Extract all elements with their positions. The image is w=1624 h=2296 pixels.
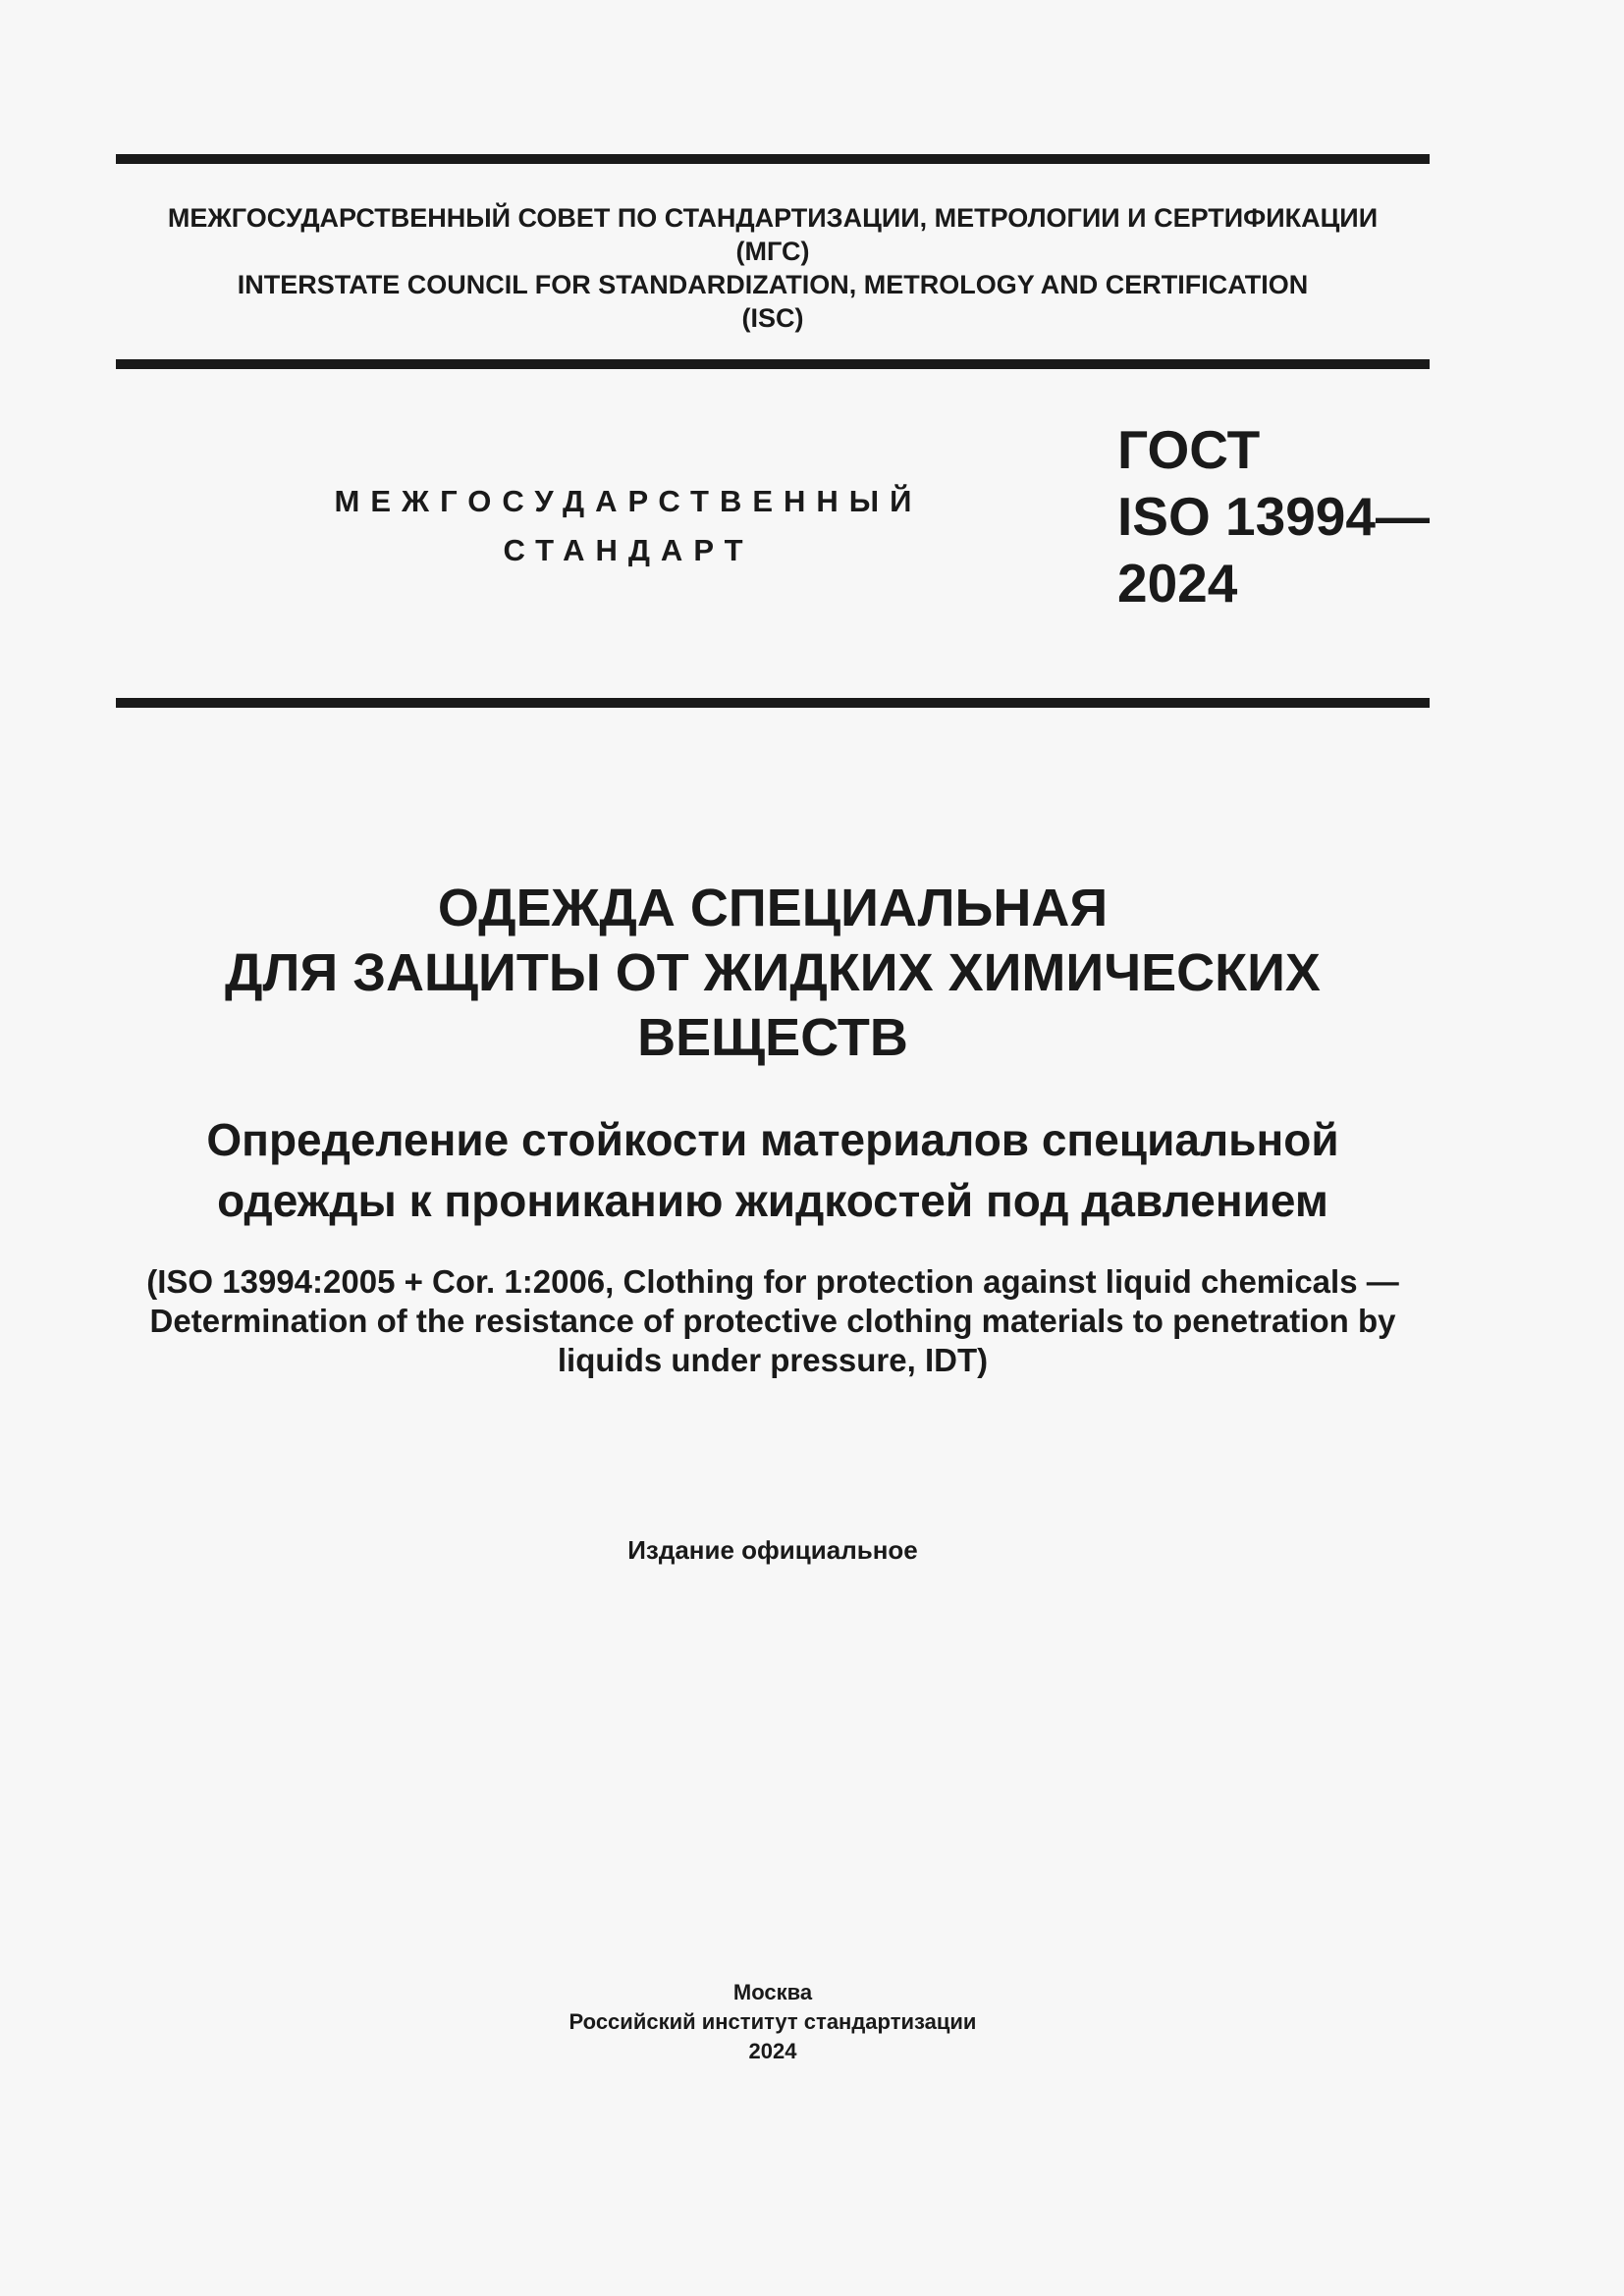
- document-title: [116, 876, 1430, 1070]
- title-line1: ОДЕЖДА СПЕЦИАЛЬНАЯ: [437, 879, 1109, 937]
- title-line2: ДЛЯ ЗАЩИТЫ ОТ ЖИДКИХ ХИМИЧЕСКИХ: [225, 943, 1321, 1002]
- standard-designation: [1117, 416, 1430, 616]
- council-ru-name: МЕЖГОСУДАРСТВЕННЫЙ СОВЕТ ПО СТАНДАРТИЗАЦИИ, МЕТРОЛОГИИ И СЕРТИФИКАЦИИ: [167, 203, 1379, 233]
- top-rule: [116, 154, 1430, 164]
- standard-type-line2: СТАНДАРТ: [503, 533, 754, 567]
- council-rule: [116, 359, 1430, 369]
- standard-type: [245, 477, 1011, 575]
- designation-line2: ISO 13994—: [1117, 486, 1430, 547]
- council-en-name: INTERSTATE COUNCIL FOR STANDARDIZATION, METROLOGY AND CERTIFICATION: [237, 270, 1309, 299]
- edition-label: Издание официальное: [627, 1535, 918, 1565]
- designation-line3: 2024: [1117, 553, 1238, 614]
- iso-reference-line3: liquids under pressure, IDT): [557, 1342, 989, 1378]
- council-en-abbr: (ISC): [741, 303, 804, 333]
- council-ru-abbr: (МГС): [735, 237, 810, 266]
- iso-reference-line2: Determination of the resistance of protective clothing materials to penetration by: [149, 1303, 1396, 1339]
- title-line3: ВЕЩЕСТВ: [637, 1008, 908, 1067]
- imprint-city: Москва: [732, 1980, 813, 2004]
- imprint-publisher: Российский институт стандартизации: [568, 2009, 977, 2034]
- document-subtitle: [116, 1109, 1430, 1231]
- council-header: [116, 201, 1430, 335]
- iso-reference-line1: (ISO 13994:2005 + Cor. 1:2006, Clothing for protection against liquid chemicals —: [146, 1263, 1399, 1300]
- iso-reference: [116, 1262, 1430, 1380]
- subtitle-line2: одежды к проникaнию жидкостей под давлением: [217, 1175, 1328, 1226]
- standard-type-line1: МЕЖГОСУДАРСТВЕННЫЙ: [334, 484, 923, 518]
- imprint: [116, 1978, 1430, 2066]
- imprint-year: 2024: [748, 2039, 797, 2063]
- designation-line1: ГОСТ: [1117, 419, 1261, 480]
- designation-rule: [116, 698, 1430, 708]
- subtitle-line1: Определение стойкости материалов специальной: [206, 1114, 1339, 1165]
